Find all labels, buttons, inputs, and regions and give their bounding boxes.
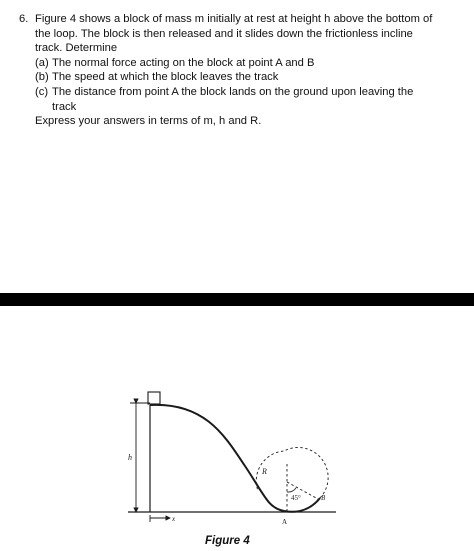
height-label: h — [128, 453, 132, 462]
question-footer: Express your answers in terms of m, h and R. — [35, 115, 262, 128]
x-axis-label: x — [172, 515, 176, 523]
question-header — [19, 12, 439, 129]
page-divider — [0, 293, 474, 306]
part-text: The normal force acting on the block at point A and B — [52, 56, 315, 69]
incline-track — [150, 405, 284, 511]
radius-label: R — [262, 467, 267, 476]
loop-track — [284, 498, 320, 512]
part-label: (c) — [35, 85, 49, 98]
block — [148, 392, 160, 404]
question-part-c — [35, 85, 439, 114]
part-text: The distance from point A the block lands on the ground upon leaving the track — [52, 85, 414, 113]
part-label: (a) — [35, 56, 49, 69]
question-part-b — [35, 70, 439, 85]
question-part-a — [35, 56, 439, 71]
loop-dashed-outline — [256, 447, 328, 498]
part-label: (b) — [35, 71, 49, 84]
question-intro: Figure 4 shows a block of mass m initially at rest at height h above the bottom of the loop. The block is then released and it slides down the frictionless incline track. Determine — [35, 13, 433, 55]
angle-label: 45° — [291, 494, 301, 502]
point-a-label: A — [282, 518, 288, 526]
track-diagram — [0, 306, 474, 536]
question-number: 6. — [19, 13, 29, 25]
point-b-label: B — [321, 494, 326, 502]
question-block — [19, 12, 439, 129]
figure-caption: Figure 4 — [205, 535, 250, 547]
angle-arc — [287, 488, 296, 492]
part-text: The speed at which the block leaves the track — [52, 71, 279, 84]
question-body — [35, 12, 439, 129]
question-parts — [35, 56, 439, 114]
figure-4 — [0, 306, 474, 551]
